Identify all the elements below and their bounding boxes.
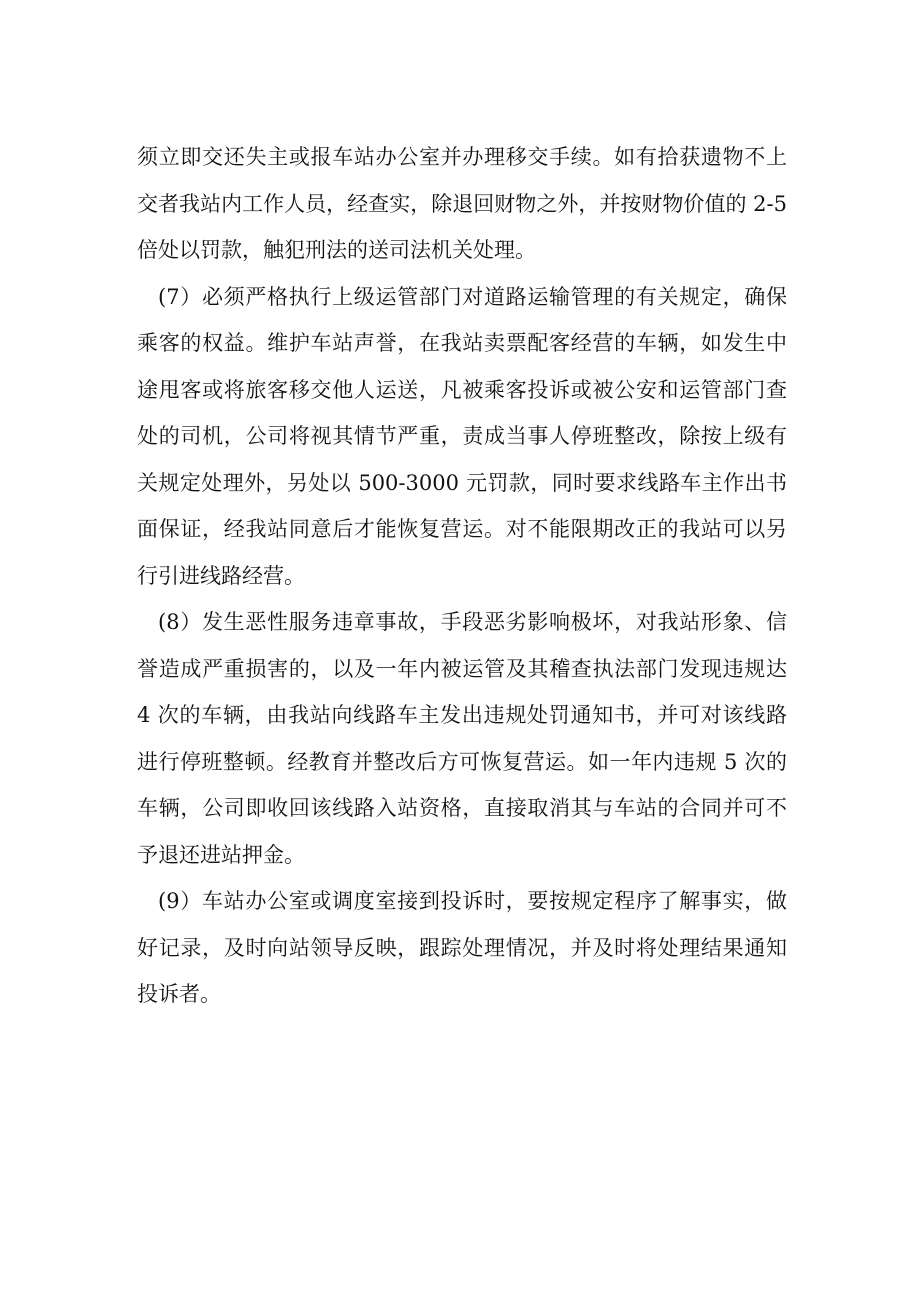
paragraph-item-9: (9）车站办公室或调度室接到投诉时，要按规定程序了解事实，做好记录，及时向站领导反映，跟踪处理情况，并及时将处理结果通知投诉者。 (137, 889, 787, 1006)
paragraph-item-8: (8）发生恶性服务违章事故，手段恶劣影响极坏，对我站形象、信誉造成严重损害的，以及一年内被运管及其稽查执法部门发现违规达 4 次的车辆，由我站向线路车主发出违规处罚通知书，并可对该线路进行停班整顿。经教育并整改后方可恢复营运。如一年内违规 5 次的车辆，公司即收回该线路入站资格，直接取消其与车站的合同并可不予退还进站押金。 (137, 610, 787, 867)
paragraph-item-7: (7）必须严格执行上级运管部门对道路运输管理的有关规定，确保乘客的权益。维护车站声誉，在我站卖票配客经营的车辆，如发生中途甩客或将旅客移交他人运送，凡被乘客投诉或被公安和运管部门查处的司机，公司将视其情节严重，责成当事人停班整改，除按上级有关规定处理外，另处以 500-3000 元罚款，同时要求线路车主作出书面保证，经我站同意后才能恢复营运。对不能限期改正的我站可以另行引进线路经营。 (137, 284, 787, 588)
paragraph-continuation: 须立即交还失主或报车站办公室并办理移交手续。如有拾获遗物不上交者我站内工作人员，经查实，除退回财物之外，并按财物价值的 2-5 倍处以罚款，触犯刑法的送司法机关处理。 (137, 145, 787, 262)
document-body (137, 134, 787, 1018)
